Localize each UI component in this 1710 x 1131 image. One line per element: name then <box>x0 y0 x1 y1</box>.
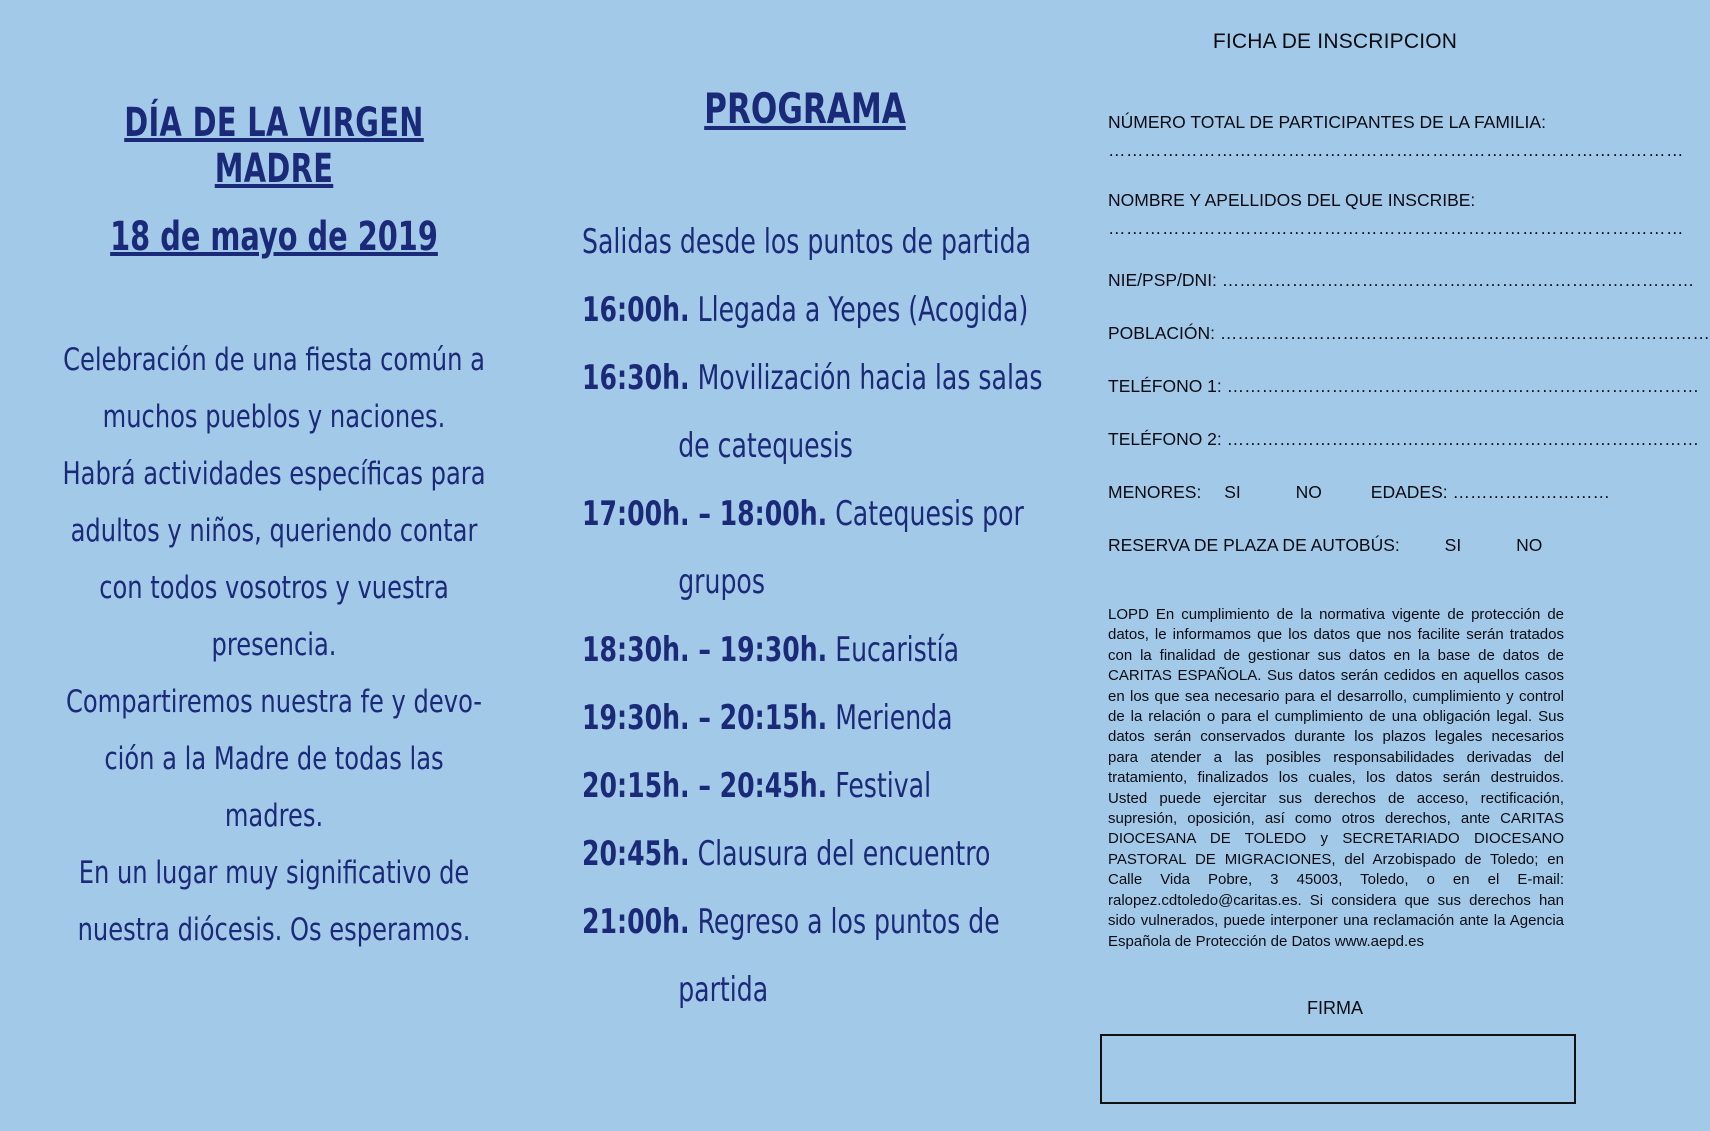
signature-box[interactable] <box>1100 1034 1576 1104</box>
event-title: DÍA DE LA VIRGEN MADRE <box>124 100 424 192</box>
schedule-item <box>582 616 996 684</box>
participants-label: NÚMERO TOTAL DE PARTICIPANTES DE LA FAMILIA: <box>1108 112 1546 132</box>
privacy-notice: LOPD En cumplimiento de la normativa vigente de protección de datos, le informamos que los datos que nos facilite serán tratados con la finalidad de gestionar sus datos en la base de datos de CARITAS ESPAÑOLA. Sus datos serán cedidos en aquellos casos en los que sea necesario para el desarrollo, cumplimiento y control de la relación o para el cumplimiento de una obligación legal. Sus datos serán conservados durante los plazos legales necesarios para atender a las posibles responsabilidades derivadas del tratamiento, finalizados los cuales, los datos serán destruidos. Usted puede ejercitar sus derechos de acceso, rectificación, supresión, oposición, así como otros derechos, ante CARITAS DIOCESANA DE TOLEDO y SECRETARIADO DIOCESANO PASTORAL DE MIGRACIONES, del Arzobispado de Toledo; en Calle Vida Pobre, 3 45003, Toledo, o en el E-mail: ralopez.cdtoledo@caritas.es. Si considera que sus derechos han sido vulnerados, puede interponer una reclamación ante la Agencia Española de Protección de Datos www.aepd.es <box>1108 606 1564 950</box>
description-line: muchos pueblos y naciones. <box>102 399 446 435</box>
description-line: Celebración de una fiesta común a <box>63 342 485 378</box>
town-field[interactable]: POBLACIÓN: ………………………………………………………………………… <box>1108 323 1710 343</box>
programa-panel <box>570 0 1050 1131</box>
schedule-time: 20:15h. – 20:45h. <box>582 766 828 806</box>
event-panel <box>0 0 548 1131</box>
schedule-item <box>582 820 996 888</box>
event-description <box>0 332 548 959</box>
schedule-text: Eucaristía <box>835 630 960 670</box>
schedule-item <box>582 888 1000 956</box>
description-line: En un lugar muy significativo de <box>78 855 470 891</box>
schedule-time: 21:00h. <box>582 902 690 942</box>
description-line: presencia. <box>211 627 337 663</box>
minors-yes-option[interactable]: SI <box>1224 482 1241 502</box>
registrant-name-field[interactable]: …………………………………………………………………………………… <box>1108 218 1684 238</box>
participants-field[interactable]: …………………………………………………………………………………… <box>1108 140 1684 160</box>
schedule-time: 16:30h. <box>582 358 690 398</box>
schedule-item <box>582 344 1043 412</box>
bus-no-option[interactable]: NO <box>1516 535 1543 555</box>
schedule-text: Catequesis por <box>835 494 1024 534</box>
registrant-name-label: NOMBRE Y APELLIDOS DEL QUE INSCRIBE: <box>1108 190 1476 210</box>
schedule-text: Regreso a los puntos de <box>697 902 1000 942</box>
registration-form <box>1100 0 1710 1131</box>
minors-row <box>1108 482 1610 503</box>
minors-label: MENORES: <box>1108 482 1202 502</box>
schedule-text: Llegada a Yepes (Acogida) <box>697 290 1029 330</box>
phone1-field[interactable]: TELÉFONO 1: ……………………………………………………………………… <box>1108 376 1700 396</box>
bus-reservation-row <box>1108 535 1564 556</box>
schedule-time: 20:45h. <box>582 834 690 874</box>
schedule-text: Movilización hacia las salas <box>697 358 1043 398</box>
description-line: madres. <box>224 798 324 834</box>
schedule-item <box>582 752 996 820</box>
schedule-list <box>582 208 1142 1024</box>
description-line: Habrá actividades específicas para <box>62 456 486 492</box>
schedule-text: Festival <box>835 766 932 806</box>
signature-label: FIRMA <box>1307 998 1363 1018</box>
schedule-continuation: grupos <box>678 562 765 602</box>
schedule-continuation: partida <box>678 970 769 1010</box>
schedule-text: Merienda <box>835 698 953 738</box>
description-line: ción a la Madre de todas las <box>104 741 444 777</box>
schedule-time: 17:00h. – 18:00h. <box>582 494 828 534</box>
schedule-item <box>582 480 1024 548</box>
description-line: nuestra diócesis. Os esperamos. <box>77 912 471 948</box>
description-line: con todos vosotros y vuestra <box>99 570 449 606</box>
schedule-continuation: de catequesis <box>678 426 853 466</box>
event-date: 18 de mayo de 2019 <box>110 214 438 260</box>
id-number-field[interactable]: NIE/PSP/DNI: ……………………………………………………………………… <box>1108 270 1695 290</box>
programa-title: PROGRAMA <box>704 84 906 133</box>
schedule-time: 16:00h. <box>582 290 690 330</box>
minors-no-option[interactable]: NO <box>1295 482 1322 502</box>
description-line: Compartiremos nuestra fe y devo- <box>65 684 483 720</box>
schedule-time: 18:30h. – 19:30h. <box>582 630 828 670</box>
bus-yes-option[interactable]: SI <box>1444 535 1462 555</box>
phone2-field[interactable]: TELÉFONO 2: ……………………………………………………………………… <box>1108 429 1700 449</box>
schedule-item <box>582 684 996 752</box>
schedule-item <box>582 276 1029 344</box>
schedule-time: 19:30h. – 20:15h. <box>582 698 828 738</box>
form-title: FICHA DE INSCRIPCION <box>1212 30 1458 53</box>
ages-field[interactable]: EDADES: ……………………… <box>1370 482 1610 502</box>
description-line: adultos y niños, queriendo contar <box>70 513 478 549</box>
schedule-intro: Salidas desde los puntos de partida <box>582 222 1032 262</box>
bus-reservation-label: RESERVA DE PLAZA DE AUTOBÚS: <box>1108 535 1400 555</box>
schedule-text: Clausura del encuentro <box>697 834 991 874</box>
